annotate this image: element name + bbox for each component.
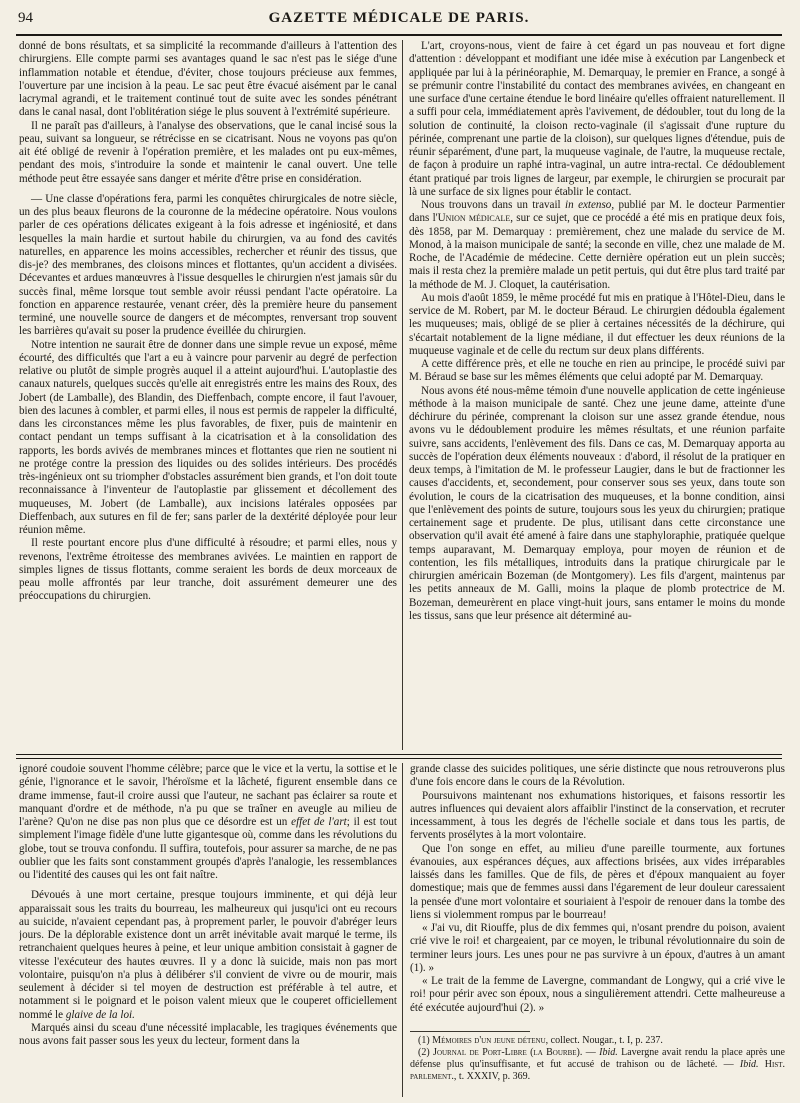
source-title: Journal de Port-Libre (la Bourbe) [433,1047,580,1058]
text-run: Lavergne avait rendu la place après une défense plus qu'insuffisante, et fut accusé de trahison ou de lâcheté. — [410,1047,785,1070]
italic-text: Ibid. [599,1047,618,1058]
text-run: ; il est tout simplement l'image fidèle d'une lutte gigantesque où, comme dans les révolutions du globe, tout se trouva confondu. Il suffira, toutefois, pour assurer sa marche, de ne pas oublier que les faits sont constamment groupés d'après l'analogie, les ressemblances ou l'identité des causes qui les ont fait naître. [19,816,397,881]
italic-text: glaive de la loi. [65,1008,135,1021]
text-run: Nous trouvons dans un travail [421,199,566,211]
footnote-number: (2) [418,1047,434,1058]
italic-text: in extenso [565,199,612,211]
italic-text: effet de l'art [291,816,347,828]
paragraph [409,199,785,292]
section-rule [16,754,782,755]
text-run: , t. XXXIV, p. 369. [453,1071,531,1082]
upper-left-column [19,40,397,752]
text-run: , collect. Nougar., t. I, p. 237. [545,1035,663,1046]
paragraph: Il ne paraît pas d'ailleurs, à l'analyse des observations, que le canal incisé sous la peau, suivant sa longueur, se rétrécisse en se cicatrisant. Nous ne voyons pas qu'on ait été obligé de revenir à l'opération première, et les malades ont pu eux-mêmes, pendant des mois, s'introduire la sonde et maintenir le canal ouvert. Une telle méthode peut être essayée sans danger et mérite d'être prise en considération. [19,119,397,185]
footnote [410,1035,785,1047]
source-title: Mémoires d'un jeune détenu [432,1035,546,1046]
paragraph: donné de bons résultats, et sa simplicité la recommande d'ailleurs à l'attention des chirurgiens. Elle compte parmi ses avantages quand le sac n'est pas le siége d'une inflammation notable et étendue, d'éviter, chose toujours précieuse aux femmes, l'ouverture par une incision à la peau. Le sac peut être évacué aisément par le canal lacrymal agrandi, et le traitement continué tout de suite avec les sondes pénétrant dans le canal nasal, dont l'oblitération siége le plus souvent à l'extrémité supérieure. [19,40,397,119]
paragraph: Au mois d'août 1859, le même procédé fut mis en pratique à l'Hôtel-Dieu, dans le service de M. Robert, par M. le docteur Béraud. Le chirurgien dédoubla également les muqueuses; mais, obligé de se plier à certaines nécessités de la déchirure, qui s'écartait notablement de la ligne médiane, il dut effectuer les deux réunions de la muqueuse vaginale et de celle du rectum sur deux plans différents. [409,291,785,357]
column-divider [402,763,403,1097]
text-run: , sur ce sujet, que ce procédé a été mis en pratique deux fois, dès 1858, par M. Demarquay : premièrement, chez une malade du service de M. Monod, à la maison municipale de santé; la seconde en ville, chez une malade de M. Roche, de l'Académie de médecine. Cette dernière opération eut un plein succès; mais il resta chez la première malade un petit pertuis, qui dut être plus tard traité par la méthode de M. J. Cloquet, la cautérisation. [409,212,785,291]
paragraph: Il reste pourtant encore plus d'une difficulté à résoudre; et parmi elles, nous y revenons, l'extrême étroitesse des membranes avivées. Le maintien en rapport de simples lignes de tissus flottants, comme seraient les bords de deux morceaux de peau molle affrontés par leur tranche, doit assurément demeurer une des préoccupations du chirurgien. [19,537,397,603]
footnotes [410,1035,785,1099]
quotation: « J'ai vu, dit Riouffe, plus de dix femmes qui, n'osant prendre du poison, avaient crié vive le roi! et chargeaient, par ce moyen, le tribunal révolutionnaire du soin de terminer leurs jours. Les unes pour ne pas survivre à un époux, d'autres à un amant (1). » [410,922,785,974]
text-run: ignoré coudoie souvent l'homme célèbre; parce que le vice et la vertu, la sottise et le génie, l'ignorance et le savoir, l'héroïsme et la lâcheté, figurent ensemble dans ce drame immense, faut-il croire aussi que l'auteur, ne sachant pas éclairer sa route et manquant d'ordre et de méthode, n'a pu que se traîner en aveugle au milieu de l'arène? Qu'on ne dise pas non plus que ce désordre est un [19,763,397,828]
page-number: 94 [18,10,33,26]
column-divider [402,40,403,750]
paragraph: Marqués ainsi du sceau d'une nécessité implacable, les tragiques événements que nous avons fait passer sous les yeux du lecteur, forment dans la [19,1021,397,1047]
paragraph: grande classe des suicides politiques, une série distincte que nous retrouverons plus d'une fois encore dans le cours de la Révolution. [410,763,785,789]
text-run: Dévoués à une mort certaine, presque toujours imminente, et qui déjà leur apparaissait sous les traits du bourreau, les malheureux qui jusqu'ici ont eu recours au suicide, n'avaient cependant pas, à proprement parler, le pouvoir d'abréger leurs jours. De la déplorable existence dont un arrêt inévitable avait marqué le terme, ils retranchaient quelques heures à peine, et leur unique ambition consistait à gagner de vitesse l'exécuteur des hautes œuvres. Il y a donc là suicide, mais non pas mort volontaire, puisqu'on n'a plus à délibérer s'il convient de vivre ou de mourir, mais seulement à décider si tel moyen de destruction est préférable à tel autre, et notamment si le poignard et le poison valent mieux que le couperet officiellement nommé le [19,889,397,1021]
paragraph: Que l'on songe en effet, au milieu d'une pareille tourmente, aux fortunes évanouies, aux espérances déçues, aux affections brisées, aux vides irréparables laissés dans les familles. Que de fils, de pères et d'époux manquaient au foyer domestique; mais que de femmes aussi dans l'égarement de leur douleur caressaient la pensée d'une mort volontaire et souriaient à l'espoir de renouer dans la tombe des liens si violemment rompus par le bourreau! [410,842,785,921]
paragraph [19,889,397,1022]
quotation: « Le trait de la femme de Lavergne, commandant de Longwy, qui a crié vive le roi! pour périr avec son époux, nous a singulièrement attendri. Cette malheureuse a été exécutée aujourd'hui (2). » [410,975,785,1014]
footnote-rule [410,1031,530,1032]
paragraph: — Une classe d'opérations fera, parmi les conquêtes chirurgicales de notre siècle, un des plus beaux fleurons de la couronne de la médecine opératoire. Nous voulons parler de ces opérations délicates exigeant à la fois adresse et ingéniosité, et dans lesquelles la main hardie et surtout habile du chirurgien, va au fond des cavités naturelles, en apparence les moins accessibles, rechercher et réunir des tissus, que dis-je? des membranes, des cloisons minces et flottantes, qu'un accident a divisées. Décevantes et ardues manœuvres à l'issue desquelles le chirurgien n'est jamais sûr du succès final, même lorsque tout semble avoir réussi pendant l'acte opératoire. La fonction en apparence restaurée, venant créer, dès la première heure du pansement terminé, une nouvelle source de dangers et de mécomptes, renversant trop souvent les barrières qu'avait su poser la prudence éveillée du chirurgien. [19,192,397,338]
text-run: . — [579,1047,600,1058]
source-title: Hist. parlement. [410,1059,785,1082]
italic-text: Ibid. [739,1059,759,1070]
section-rule [16,758,782,759]
paragraph: Notre intention ne saurait être de donner dans une simple revue un exposé, même écourté, des difficultés que l'art a eu à vaincre pour parvenir au degré de perfection relative ou plutôt de simple progrès auquel il a atteint aujourd'hui. L'autoplastie des canaux naturels, quelques succès qu'elle ait enregistrés entre les mains des Roux, des Jobert (de Lamballe), des Blandin, des Dieffenbach, compte encore, il faut l'avouer, bien des lacunes à combler, et parmi elles, il nous est permis de rappeler la difficulté, dans les circonstances même les plus favorables, de fixer, puis de maintenir en contact pendant un temps suffisant à la cicatrisation et à la consolidation des rapports, les bords avivés de membranes minces et flottantes que rien ne soutient ni ne protége contre la pression des liquides ou des solides intérieurs. Des procédés très-ingénieux ont su triompher d'obstacles assurément bien grands, et l'on doit toute reconnaissance à l'inventeur de l'autoplastie par glissement et décollement des muqueuses, M. Jobert (de Lamballe), aux incisions latérales opposées par Dieffenbach, aux sutures en fil de fer; sans parler de la dextérité déployée pour leur réunion même. [19,338,397,536]
upper-right-column [409,40,785,752]
journal-title: GAZETTE MÉDICALE DE PARIS. [268,10,530,26]
footnote [410,1047,785,1083]
text-run: , publié par M. le docteur Parmentier dans l' [409,199,785,225]
paragraph [19,763,397,882]
journal-name: Union médicale [437,212,511,225]
paragraph: Poursuivons maintenant nos exhumations historiques, et faisons ressortir les autres influences qui devaient alors affaiblir l'instinct de la conservation, et recruter incessamment, à tous les degrés de l'échelle sociale et dans tous les partis, de fervents prosélytes à la mort volontaire. [410,789,785,842]
feuilleton-left-column [19,763,397,1098]
paragraph: A cette différence près, et elle ne touche en rien au principe, le procédé suivi par M. Béraud se base sur les mêmes éléments que celui adopté par M. Demarquay. [409,358,785,384]
feuilleton-right-column [410,763,785,1028]
page-header [16,8,782,36]
footnote-number: (1) [418,1035,433,1046]
paragraph: Nous avons été nous-même témoin d'une nouvelle application de cette ingénieuse méthode à la maison municipale de santé. Chez une jeune dame, atteinte d'une déchirure du périnée, comprenant la cloison sur une assez grande étendue, nous avons vu le dédoublement produire les mêmes résultats, et une réunion parfaite suivre, sans accidents, l'enlèvement des fils. Dans ce cas, M. Demarquay apporta au succès de l'opération deux éléments nouveaux : d'abord, il résolut de la pratiquer en deux temps, à l'imitation de M. le professeur Laugier, dans le but de fractionner les causes d'accidents, et, secondement, pour conserver sous ses yeux, dans toute son évolution, le cours de la cicatrisation des muqueuses, et la bonne condition, ainsi que l'enlèvement des points de suture, toujours sous les yeux du chirurgien; pratique certainement sage et prudente. De plus, utilisant dans cette circonstance une observation qu'il avait été amené à faire dans une staphyloraphie, pratiquée quelque temps auparavant, M. Demarquay employa, pour moyen de réunion et de contention, les fils métalliques, introduits dans la pratique chirurgicale par le chirurgien américain Bozeman (de Montgomery). Les fils d'argent, maintenus par les petits anneaux de M. Galli, moins la plaque de plomb protectrice de M. Bozeman, demeurèrent en place vingt-huit jours, sans entamer le moins du monde les tissus, sans que leur présence ait déterminé au- [409,384,785,622]
paragraph: L'art, croyons-nous, vient de faire à cet égard un pas nouveau et fort digne d'attention : développant et modifiant une idée mise à exécution par Langenbeck et appliquée par lui à la périnéoraphie, M. Demarquay, le premier en France, a songé à se prémunir contre l'instabilité du contact des membranes avivées, en changeant en une surface d'une certaine étendue le bord linéaire qu'elles offraient naturellement. Il a suffi pour cela, immédiatement après l'avivement, de dédoubler, tout du long de la solution de continuité, la cloison recto-vaginale (il s'agissait d'une rupture du périnée, comprenant une partie de la cloison), sur quelques lignes d'étendue, puis de réunir séparément, d'une part, la muqueuse vaginale, de l'autre, la muqueuse rectale, de façon à produire un raphé intra-vaginal, un autre intra-rectal. Ce dédoublement étant pratiqué par trois lignes de largeur, par exemple, le chirurgien se procurait par là une surface de six lignes pour établir le contact. [409,40,785,198]
